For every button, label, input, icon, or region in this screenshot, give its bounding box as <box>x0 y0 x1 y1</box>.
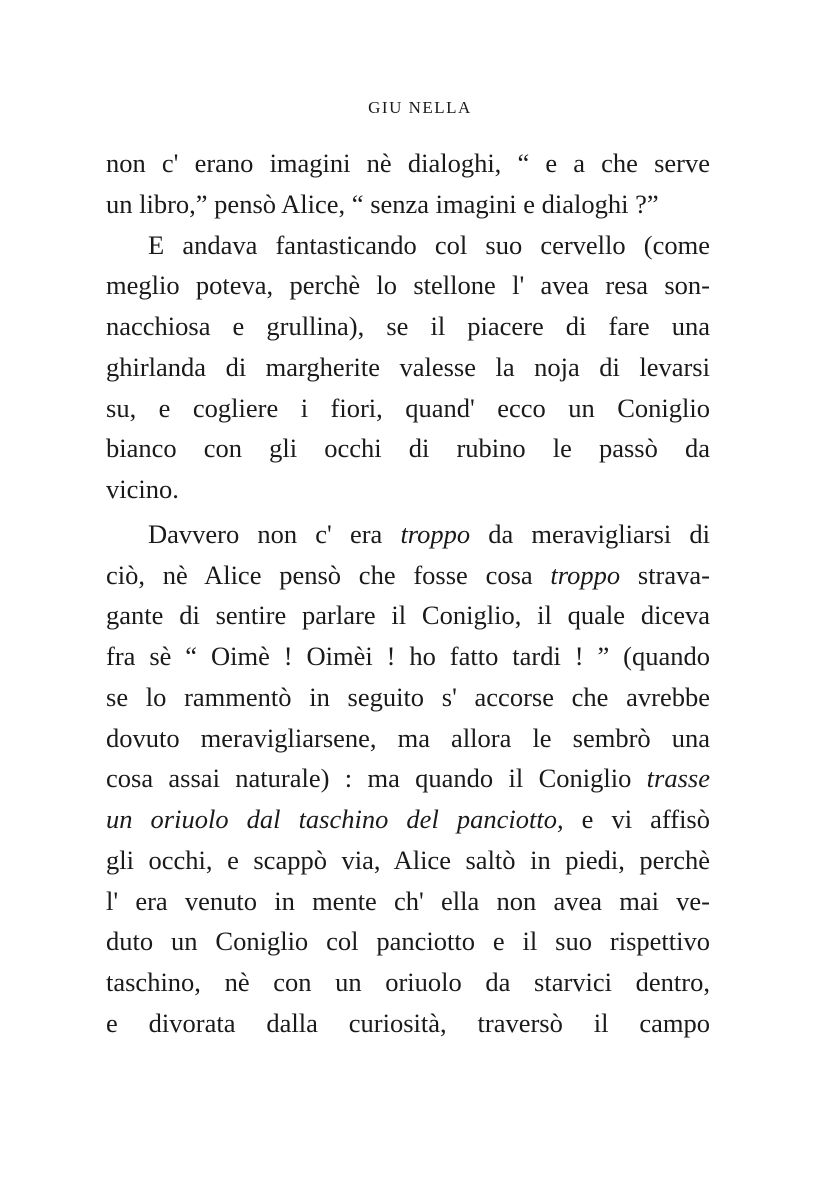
text-line: meglio poteva, perchè lo stellone l' avea resa son- <box>106 270 710 301</box>
body-text <box>106 143 710 1044</box>
text-line: gli occhi, e scappò via, Alice saltò in piedi, perchè <box>106 844 710 875</box>
italic-emphasis: trasse <box>646 763 710 794</box>
italic-emphasis: un oriuolo dal taschino del panciotto, <box>106 804 564 834</box>
text-line: nacchiosa e grullina), se il piacere di fare una <box>106 311 710 341</box>
text-line: duto un Coniglio col panciotto e il suo rispettivo <box>106 926 710 957</box>
italic-emphasis: troppo <box>550 559 621 590</box>
text-line: ciò, nè Alice pensò che fosse cosa troppo strava- <box>106 559 710 590</box>
text-line: vicino. <box>106 474 179 504</box>
text-line: l' era venuto in mente ch' ella non avea mai ve- <box>106 885 710 916</box>
text-line: non c' erano imagini nè dialoghi, “ e a che serve <box>106 148 710 178</box>
text-line: un oriuolo dal taschino del panciotto, e vi affisò <box>106 804 710 834</box>
text-line: ghirlanda di margherite valesse la noja di levarsi <box>106 351 710 382</box>
text-line: Davvero non c' era troppo da meravigliarsi di <box>148 518 710 549</box>
text-line: fra sè “ Oimè ! Oimèi ! ho fatto tardi ! ” (quando <box>106 641 710 671</box>
text-line: e divorata dalla curiosità, traversò il campo <box>106 1007 710 1038</box>
text-line: cosa assai naturale) : ma quando il Coniglio trasse <box>106 763 710 794</box>
italic-emphasis: troppo <box>400 518 471 549</box>
running-head: GIU NELLA <box>368 98 472 117</box>
paragraph <box>106 143 710 225</box>
paragraph <box>106 514 710 1044</box>
text-line: dovuto meravigliarsene, ma allora le sembrò una <box>106 722 710 753</box>
text-line: E andava fantasticando col suo cervello (come <box>148 229 710 260</box>
text-line: gante di sentire parlare il Coniglio, il quale diceva <box>106 600 710 631</box>
text-line: taschino, nè con un oriuolo da starvici dentro, <box>106 967 710 997</box>
text-line: se lo rammentò in seguito s' accorse che avrebbe <box>106 681 710 712</box>
paragraph <box>106 225 710 510</box>
text-line: un libro,” pensò Alice, “ senza imagini e dialoghi ?” <box>106 188 659 219</box>
text-line: su, e cogliere i fiori, quand' ecco un Coniglio <box>106 392 710 423</box>
text-line: bianco con gli occhi di rubino le passò da <box>106 433 710 464</box>
